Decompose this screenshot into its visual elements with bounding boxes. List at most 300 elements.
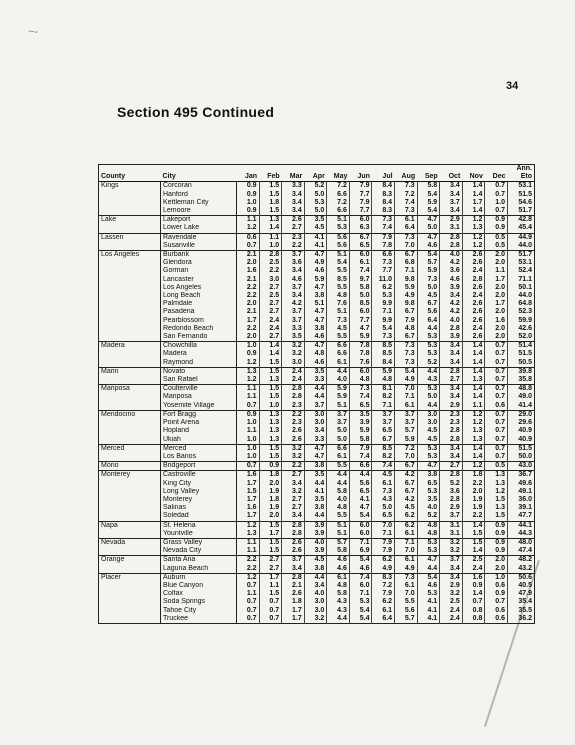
value-cell: 0.9 [237, 182, 260, 191]
value-cell: 4.5 [304, 556, 327, 565]
value-cell: 1.4 [462, 182, 485, 191]
value-cell: 4.9 [395, 565, 418, 574]
value-cell: 5.9 [417, 267, 440, 275]
value-cell: 3.3 [282, 182, 305, 191]
value-cell: 4.7 [417, 216, 440, 225]
value-cell: 3.3 [282, 325, 305, 333]
value-cell: 1.8 [259, 471, 282, 480]
value-cell: 5.6 [327, 242, 350, 251]
city-cell: Bridgeport [161, 462, 237, 471]
table-body [99, 182, 535, 624]
value-cell: 1.1 [259, 582, 282, 590]
value-cell: 52.4 [518, 267, 532, 275]
column-header: Jun [349, 165, 372, 182]
value-cell: 5.3 [417, 385, 440, 394]
value-cell: 0.7 [237, 607, 260, 615]
table-row [99, 191, 535, 199]
value-cell: 2.4 [462, 267, 485, 275]
value-cell: 5.7 [417, 259, 440, 267]
value-cell: 3.9 [304, 530, 327, 539]
value-cell: 3.4 [440, 207, 463, 216]
value-cell: 4.0 [440, 251, 463, 260]
value-cell: 3.7 [372, 410, 395, 419]
table-row [99, 385, 535, 394]
value-cell: 2.2 [237, 325, 260, 333]
value-cell: 7.3 [349, 385, 372, 394]
value-cell: 9.9 [372, 300, 395, 308]
value-cell: 3.2 [440, 538, 463, 547]
value-cell: 47.4 [518, 547, 532, 555]
city-cell: Hopland [161, 427, 237, 435]
value-cell: 7.4 [395, 199, 418, 207]
value-cell: 3.9 [440, 284, 463, 292]
table-row [99, 393, 535, 401]
value-cell: 1.2 [462, 233, 485, 242]
value-cell: 1.5 [462, 530, 485, 539]
table-row [99, 504, 535, 512]
table-row [99, 350, 535, 358]
value-cell: 4.2 [440, 259, 463, 267]
value-cell: 8.5 [372, 444, 395, 453]
value-cell: 5.9 [327, 393, 350, 401]
value-cell: 2.6 [282, 436, 305, 445]
value-cell: 8.5 [349, 300, 372, 308]
value-cell: 6.6 [349, 462, 372, 471]
value-cell: 1.7 [282, 607, 305, 615]
value-cell: 5.9 [372, 367, 395, 376]
value-cell: 42.6 [518, 324, 532, 332]
value-cell: 6.6 [327, 444, 350, 453]
value-cell: 50.6 [508, 573, 535, 582]
section-title: Section 495 Continued [117, 104, 275, 120]
value-cell: 4.8 [304, 350, 327, 358]
value-cell: 5.1 [304, 300, 327, 308]
value-cell: 35.4 [518, 598, 532, 606]
value-cell: 3.5 [304, 471, 327, 480]
value-cell: 6.1 [395, 402, 418, 411]
value-cell: 3.1 [440, 224, 463, 233]
value-cell: 7.9 [372, 538, 395, 547]
value-cell: 0.7 [485, 207, 508, 216]
value-cell: 7.4 [349, 573, 372, 582]
value-cell: 49.0 [518, 393, 532, 401]
value-cell: 36.7 [508, 471, 535, 480]
city-cell: Yountville [161, 530, 237, 539]
value-cell: 6.5 [372, 512, 395, 521]
value-cell: 39.1 [518, 504, 532, 512]
value-cell: 3.8 [304, 565, 327, 574]
value-cell: 3.4 [440, 565, 463, 574]
value-cell: 5.3 [372, 292, 395, 300]
value-cell: 3.4 [282, 267, 305, 275]
table-row [99, 427, 535, 435]
value-cell: 0.7 [485, 410, 508, 419]
city-cell: Monterey [161, 496, 237, 504]
value-cell: 4.1 [417, 607, 440, 615]
value-cell: 4.4 [417, 565, 440, 574]
table-row [99, 573, 535, 582]
value-cell: 5.8 [417, 182, 440, 191]
value-cell: 1.5 [259, 538, 282, 547]
value-cell: 1.0 [237, 342, 260, 351]
value-cell: 2.8 [282, 521, 305, 530]
value-cell: 6.1 [395, 216, 418, 225]
value-cell: 3.7 [395, 410, 418, 419]
value-cell: 4.8 [327, 292, 350, 300]
value-cell: 2.0 [485, 333, 508, 342]
value-cell: 6.4 [372, 615, 395, 624]
value-cell: 0.7 [237, 598, 260, 606]
value-cell: 2.7 [282, 504, 305, 512]
value-cell: 2.5 [462, 556, 485, 565]
value-cell: 1.3 [259, 410, 282, 419]
value-cell: 2.6 [462, 284, 485, 292]
value-cell: 5.7 [327, 538, 350, 547]
value-cell: 2.7 [259, 308, 282, 316]
value-cell: 0.7 [237, 402, 260, 411]
value-cell: 1.7 [237, 512, 260, 521]
value-cell: 7.1 [395, 538, 418, 547]
value-cell: 0.7 [237, 462, 260, 471]
table-row [99, 317, 535, 325]
value-cell: 2.0 [485, 556, 508, 565]
value-cell: 5.9 [395, 284, 418, 292]
county-cell: Monterey [99, 471, 161, 521]
value-cell: 2.0 [485, 325, 508, 333]
value-cell: 3.7 [440, 556, 463, 565]
value-cell: 8.3 [372, 573, 395, 582]
value-cell: 0.7 [237, 242, 260, 251]
value-cell: 6.7 [395, 308, 418, 316]
value-cell: 5.3 [417, 547, 440, 556]
value-cell: 7.4 [372, 462, 395, 471]
value-cell: 0.5 [485, 233, 508, 242]
value-cell: 0.8 [462, 607, 485, 615]
value-cell: 7.4 [349, 267, 372, 275]
table-row [99, 607, 535, 615]
value-cell: 7.4 [349, 453, 372, 462]
value-cell: 5.9 [349, 427, 372, 435]
value-cell: 1.4 [462, 207, 485, 216]
value-cell: 5.1 [327, 308, 350, 316]
value-cell: 8.2 [372, 393, 395, 401]
value-cell: 5.0 [417, 224, 440, 233]
value-cell: 3.1 [440, 521, 463, 530]
value-cell: 5.9 [304, 276, 327, 284]
column-header: Jan [237, 165, 260, 182]
value-cell: 49.1 [518, 487, 532, 495]
value-cell: 5.4 [417, 251, 440, 260]
value-cell: 4.0 [327, 376, 350, 385]
value-cell: 7.7 [372, 267, 395, 275]
value-cell: 7.3 [395, 359, 418, 368]
value-cell: 3.6 [282, 259, 305, 267]
value-cell: 2.4 [440, 615, 463, 624]
value-cell: 2.2 [462, 480, 485, 488]
value-cell: 1.4 [462, 359, 485, 368]
value-cell: 6.6 [327, 207, 350, 216]
value-cell: 3.9 [304, 547, 327, 556]
value-cell: 7.9 [349, 182, 372, 191]
value-cell: 1.3 [259, 419, 282, 427]
value-cell: 6.7 [395, 251, 418, 260]
value-cell: 2.9 [440, 504, 463, 512]
value-cell: 50.5 [518, 358, 532, 366]
city-cell: King City [161, 480, 237, 488]
value-cell: 1.9 [259, 488, 282, 496]
value-cell: 5.3 [417, 342, 440, 351]
table-row [99, 590, 535, 598]
value-cell: 2.0 [485, 308, 508, 316]
value-cell: 4.4 [304, 385, 327, 394]
value-cell: 1.4 [462, 444, 485, 453]
county-cell: Lake [99, 216, 161, 233]
value-cell: 0.7 [485, 367, 508, 376]
table-row [99, 207, 535, 216]
value-cell: 4.6 [327, 556, 350, 565]
city-cell: Gorman [161, 267, 237, 275]
value-cell: 0.7 [485, 598, 508, 606]
value-cell: 5.3 [304, 199, 327, 207]
value-cell: 44.0 [518, 241, 532, 249]
table-row [99, 216, 535, 225]
value-cell: 1.5 [485, 496, 508, 504]
value-cell: 2.2 [462, 512, 485, 521]
value-cell: 2.0 [485, 251, 508, 260]
value-cell: 5.3 [417, 444, 440, 453]
value-cell: 1.1 [485, 267, 508, 275]
value-cell: 4.1 [349, 496, 372, 504]
value-cell: 2.7 [259, 556, 282, 565]
value-cell: 1.0 [237, 453, 260, 462]
value-cell: 2.2 [237, 292, 260, 300]
value-cell: 2.8 [462, 276, 485, 284]
value-cell: 2.5 [259, 259, 282, 267]
column-header: Oct [440, 165, 463, 182]
value-cell: 2.7 [259, 284, 282, 292]
value-cell: 0.9 [485, 547, 508, 556]
value-cell: 2.5 [440, 598, 463, 606]
value-cell: 7.8 [372, 242, 395, 251]
value-cell: 5.8 [327, 590, 350, 598]
value-cell: 5.0 [327, 436, 350, 445]
value-cell: 2.8 [440, 427, 463, 435]
value-cell: 49.6 [518, 479, 532, 487]
column-header: Dec [485, 165, 508, 182]
value-cell: 1.7 [237, 480, 260, 488]
value-cell: 3.0 [304, 598, 327, 606]
value-cell: 5.8 [349, 284, 372, 292]
value-cell: 4.0 [327, 496, 350, 504]
value-cell: 7.3 [327, 317, 350, 325]
value-cell: 3.0 [304, 607, 327, 615]
table-row [99, 615, 535, 624]
value-cell: 5.4 [372, 325, 395, 333]
value-cell: 6.1 [349, 259, 372, 267]
value-cell: 2.2 [259, 267, 282, 275]
value-cell: 2.2 [282, 462, 305, 471]
city-cell: Long Valley [161, 488, 237, 496]
value-cell: 5.8 [349, 436, 372, 445]
table-row [99, 598, 535, 606]
value-cell: 1.5 [259, 191, 282, 199]
value-cell: 2.7 [282, 224, 305, 233]
city-cell: Merced [161, 444, 237, 453]
value-cell: 5.0 [304, 191, 327, 199]
value-cell: 6.9 [349, 547, 372, 556]
value-cell: 3.4 [304, 427, 327, 435]
value-cell: 52.0 [518, 333, 532, 341]
value-cell: 1.8 [462, 471, 485, 480]
value-cell: 1.2 [462, 462, 485, 471]
value-cell: 7.2 [395, 191, 418, 199]
value-cell: 3.5 [282, 333, 305, 342]
value-cell: 3.2 [282, 342, 305, 351]
value-cell: 3.7 [440, 512, 463, 521]
value-cell: 5.4 [349, 607, 372, 615]
table-row [99, 547, 535, 556]
city-cell: Madera [161, 350, 237, 358]
value-cell: 7.1 [349, 590, 372, 598]
value-cell: 7.0 [395, 453, 418, 462]
value-cell: 6.2 [372, 556, 395, 565]
value-cell: 7.7 [349, 207, 372, 216]
value-cell: 3.4 [440, 191, 463, 199]
column-header: Apr [304, 165, 327, 182]
value-cell: 5.0 [372, 504, 395, 512]
city-cell: Point Arena [161, 419, 237, 427]
value-cell: 8.3 [372, 191, 395, 199]
table-row [99, 582, 535, 590]
county-cell: Kings [99, 182, 161, 216]
value-cell: 8.4 [372, 182, 395, 191]
value-cell: 3.4 [304, 582, 327, 590]
value-cell: 3.0 [417, 410, 440, 419]
value-cell: 5.9 [349, 333, 372, 342]
value-cell: 51.7 [508, 251, 535, 260]
value-cell: 5.3 [417, 350, 440, 358]
value-cell: 5.4 [349, 512, 372, 521]
value-cell: 4.2 [395, 496, 418, 504]
value-cell: 4.7 [304, 308, 327, 316]
value-cell: 3.2 [282, 350, 305, 358]
value-cell: 1.4 [462, 453, 485, 462]
county-cell: Madera [99, 342, 161, 368]
city-cell: Lancaster [161, 276, 237, 284]
value-cell: 0.9 [462, 582, 485, 590]
column-header: Mar [282, 165, 305, 182]
value-cell: 51.5 [508, 444, 535, 453]
value-cell: 2.4 [259, 325, 282, 333]
value-cell: 2.4 [282, 367, 305, 376]
value-cell: 1.4 [259, 342, 282, 351]
value-cell: 7.3 [417, 276, 440, 284]
city-cell: Soledad [161, 512, 237, 521]
value-cell: 6.5 [349, 488, 372, 496]
table-row [99, 242, 535, 251]
value-cell: 3.8 [304, 325, 327, 333]
city-cell: Yosemite Village [161, 402, 237, 411]
value-cell: 4.3 [327, 598, 350, 606]
value-cell: 6.0 [349, 582, 372, 590]
value-cell: 3.4 [440, 385, 463, 394]
table-row [99, 300, 535, 308]
value-cell: 2.6 [282, 538, 305, 547]
value-cell: 6.1 [327, 573, 350, 582]
value-cell: 1.0 [237, 419, 260, 427]
value-cell: 3.3 [304, 376, 327, 385]
value-cell: 3.4 [440, 350, 463, 358]
value-cell: 3.4 [440, 453, 463, 462]
value-cell: 7.8 [349, 350, 372, 358]
city-cell: Nevada City [161, 547, 237, 556]
city-cell: Redondo Beach [161, 325, 237, 333]
value-cell: 3.9 [349, 419, 372, 427]
value-cell: 40.9 [518, 427, 532, 435]
county-cell: Lassen [99, 233, 161, 250]
value-cell: 3.5 [304, 496, 327, 504]
city-cell: Auburn [161, 573, 237, 582]
value-cell: 0.8 [462, 615, 485, 624]
value-cell: 0.5 [485, 462, 508, 471]
city-cell: Lower Lake [161, 224, 237, 233]
value-cell: 1.6 [237, 267, 260, 275]
column-header: Ann. Eto [508, 165, 535, 182]
table-row [99, 444, 535, 453]
value-cell: 3.0 [417, 419, 440, 427]
value-cell: 41.4 [518, 401, 532, 409]
value-cell: 7.3 [372, 488, 395, 496]
value-cell: 52.3 [518, 308, 532, 316]
value-cell: 6.1 [395, 582, 418, 590]
value-cell: 7.7 [349, 191, 372, 199]
value-cell: 4.9 [304, 259, 327, 267]
value-cell: 7.3 [395, 573, 418, 582]
value-cell: 1.5 [259, 367, 282, 376]
value-cell: 4.5 [417, 427, 440, 435]
city-cell: Chowchilla [161, 342, 237, 351]
value-cell: 2.0 [462, 488, 485, 496]
value-cell: 3.0 [282, 359, 305, 368]
value-cell: 7.1 [372, 402, 395, 411]
value-cell: 7.3 [395, 233, 418, 242]
value-cell: 1.2 [462, 419, 485, 427]
value-cell: 5.3 [417, 538, 440, 547]
value-cell: 1.5 [259, 547, 282, 556]
value-cell: 42.8 [508, 216, 535, 225]
value-cell: 3.4 [282, 199, 305, 207]
value-cell: 4.0 [304, 538, 327, 547]
value-cell: 4.5 [372, 471, 395, 480]
value-cell: 4.8 [417, 530, 440, 539]
value-cell: 5.4 [327, 259, 350, 267]
value-cell: 2.9 [440, 582, 463, 590]
column-header: Sep [417, 165, 440, 182]
value-cell: 1.1 [237, 547, 260, 556]
value-cell: 6.7 [417, 300, 440, 308]
value-cell: 4.6 [304, 359, 327, 368]
table-row [99, 530, 535, 539]
value-cell: 4.6 [417, 582, 440, 590]
value-cell: 4.7 [304, 284, 327, 292]
value-cell: 6.6 [327, 342, 350, 351]
value-cell: 3.7 [304, 402, 327, 411]
value-cell: 3.5 [417, 496, 440, 504]
city-cell: Burbank [161, 251, 237, 260]
value-cell: 3.4 [440, 444, 463, 453]
value-cell: 1.4 [462, 393, 485, 401]
value-cell: 44.9 [508, 233, 535, 242]
